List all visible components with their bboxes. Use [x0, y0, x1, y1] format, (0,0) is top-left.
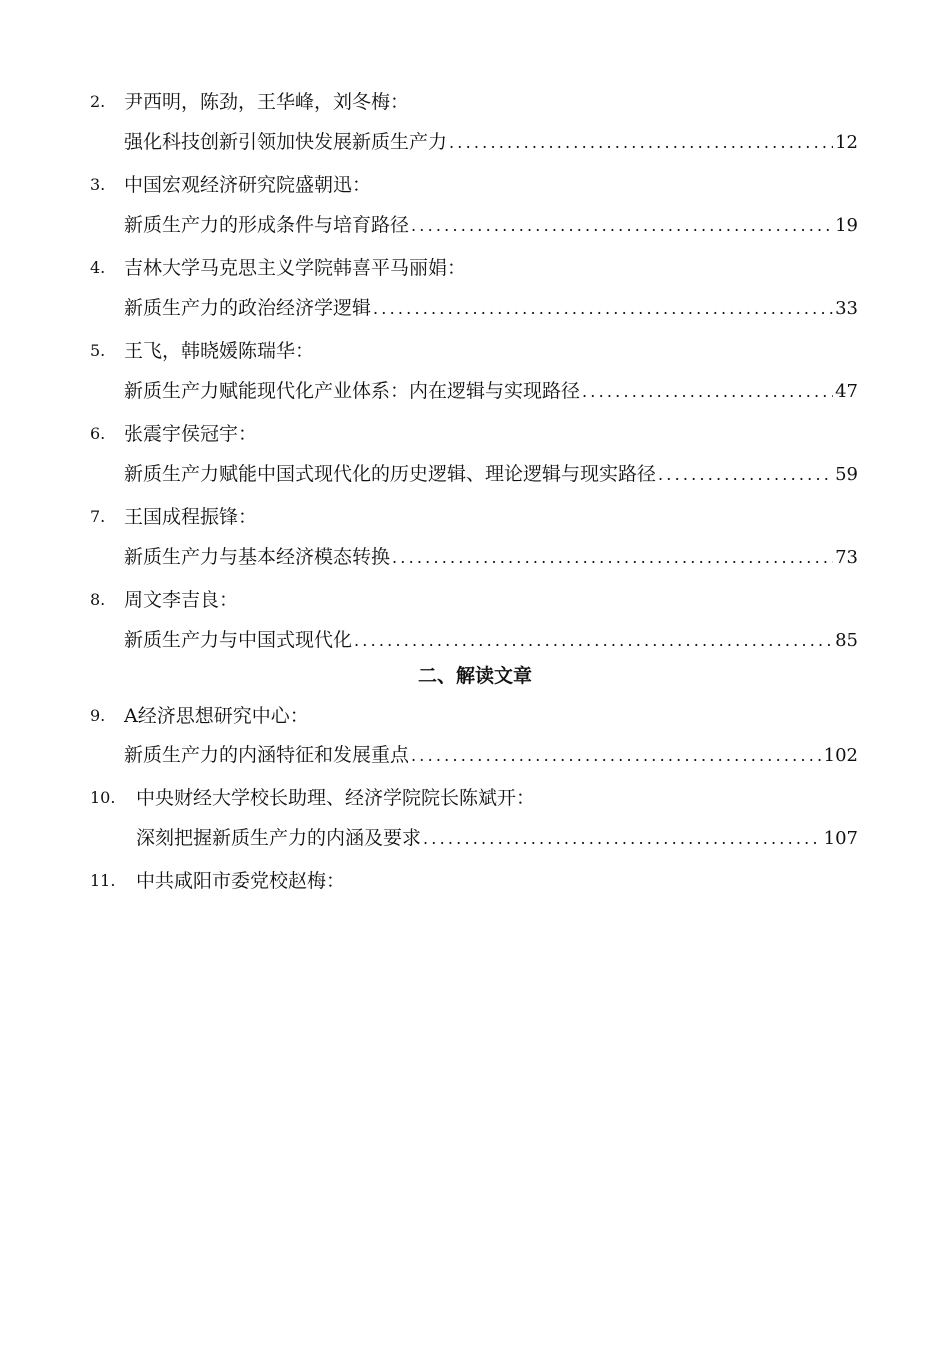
toc-entry-title-line[interactable] [124, 377, 858, 405]
entry-title: 新质生产力赋能中国式现代化的历史逻辑、理论逻辑与现实路径 [124, 463, 657, 485]
toc-entry-title-line[interactable] [124, 294, 858, 322]
entry-page-number: 107 [823, 828, 858, 849]
entry-author: 王飞，韩晓媛陈瑞华： [124, 340, 315, 362]
entry-number: 6. [90, 424, 106, 443]
entry-number: 5. [90, 341, 106, 360]
toc-entry-author-line [0, 254, 950, 282]
entry-page-number: 59 [835, 464, 858, 485]
toc-entry-author-line [0, 337, 950, 365]
entry-number: 11. [90, 871, 116, 890]
toc-entry-author-line [0, 171, 950, 199]
entry-page-number: 12 [835, 132, 858, 153]
entry-page-number: 33 [835, 298, 858, 319]
toc-entry-author-line [0, 88, 950, 116]
toc-entry-title-line[interactable] [124, 211, 858, 239]
toc-entry-author-line [0, 867, 950, 895]
entry-page-number: 85 [835, 630, 858, 651]
entry-number: 2. [90, 92, 106, 111]
entry-number: 8. [90, 590, 106, 609]
entry-author: 中国宏观经济研究院盛朝迅： [124, 174, 372, 196]
entry-author: 张震宇侯冠宇： [124, 423, 258, 445]
toc-entry-title-line[interactable] [124, 741, 858, 769]
toc-entry-author-line [0, 702, 950, 730]
entry-number: 3. [90, 175, 106, 194]
entry-title: 强化科技创新引领加快发展新质生产力 [124, 131, 448, 153]
dot-leader [411, 742, 822, 770]
entry-author: 吉林大学马克思主义学院韩喜平马丽娟： [124, 257, 467, 279]
entry-title: 新质生产力的形成条件与培育路径 [124, 214, 410, 236]
entry-number: 9. [90, 706, 106, 725]
entry-title: 新质生产力赋能现代化产业体系：内在逻辑与实现路径 [124, 380, 581, 402]
toc-entry-author-line [0, 420, 950, 448]
entry-author: 王国成程振锋： [124, 506, 258, 528]
entry-title: 新质生产力与基本经济模态转换 [124, 546, 391, 568]
dot-leader [582, 378, 833, 406]
entry-author: 中央财经大学校长助理、经济学院院长陈斌开： [136, 787, 536, 809]
dot-leader [411, 212, 833, 240]
dot-leader [354, 627, 833, 655]
dot-leader [449, 129, 833, 157]
entry-number: 4. [90, 258, 106, 277]
toc-entry-author-line [0, 586, 950, 614]
dot-leader [392, 544, 833, 572]
dot-leader [423, 825, 822, 853]
entry-author: 周文李吉良： [124, 589, 239, 611]
entry-page-number: 73 [835, 547, 858, 568]
entry-title: 新质生产力的政治经济学逻辑 [124, 297, 372, 319]
section-heading: 二、解读文章 [417, 665, 532, 687]
toc-entry-title-line[interactable] [124, 460, 858, 488]
entry-page-number: 102 [823, 745, 858, 766]
toc-entry-title-line[interactable] [124, 543, 858, 571]
dot-leader [373, 295, 833, 323]
entry-page-number: 19 [835, 215, 858, 236]
toc-entry-title-line[interactable] [136, 824, 858, 852]
entry-number: 10. [90, 788, 116, 807]
toc-entry-author-line [0, 784, 950, 812]
entry-author: 中共咸阳市委党校赵梅： [136, 870, 346, 892]
toc-entry-title-line[interactable] [124, 626, 858, 654]
entry-author: 尹西明，陈劲，王华峰，刘冬梅： [124, 91, 410, 113]
entry-author: A经济思想研究中心： [124, 705, 309, 727]
dot-leader [658, 461, 833, 489]
entry-page-number: 47 [835, 381, 858, 402]
entry-title: 深刻把握新质生产力的内涵及要求 [136, 827, 422, 849]
toc-entry-title-line[interactable] [124, 128, 858, 156]
entry-title: 新质生产力与中国式现代化 [124, 629, 353, 651]
entry-title: 新质生产力的内涵特征和发展重点 [124, 744, 410, 766]
toc-entry-author-line [0, 503, 950, 531]
entry-number: 7. [90, 507, 106, 526]
